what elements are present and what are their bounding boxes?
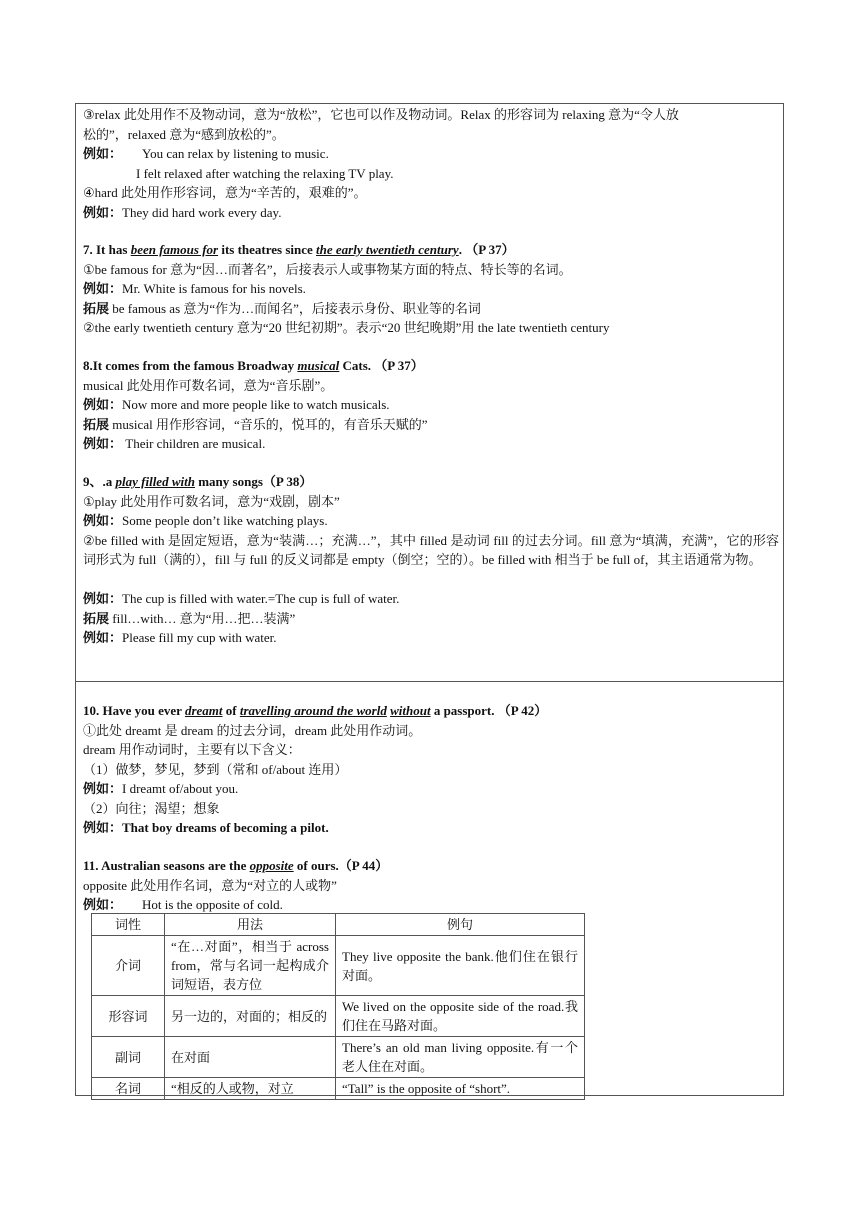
cell-example: They live opposite the bank.他们住在银行对面。: [336, 936, 585, 996]
s11-title: [83, 856, 779, 876]
s8-example-1: [83, 395, 779, 415]
example-text: Hot is the opposite of cold.: [142, 897, 283, 912]
s8-title: [83, 356, 779, 376]
title-part: . （P 37）: [458, 242, 515, 257]
cell-usage: “在…对面”，相当于 across from，常与名词一起构成介词短语，表方位: [165, 936, 336, 996]
s7-title: [83, 240, 779, 260]
section-6: [83, 105, 779, 222]
title-part: 10. Have you ever: [83, 703, 185, 718]
s10-line1: ①此处 dreamt 是 dream 的过去分词，dream 此处用作动词。: [83, 722, 422, 738]
s6-line2: 松的”，relaxed 意为“感到放松的”。: [83, 126, 285, 142]
title-part: 9、.a: [83, 474, 116, 489]
s7-line1: ①be famous for 意为“因…而著名”，后接表示人或事物某方面的特点、特长等的名词。: [83, 261, 572, 277]
cell-usage: 另一边的，对面的；相反的: [165, 996, 336, 1037]
example-text: That boy dreams of becoming a pilot.: [122, 820, 329, 835]
example-text: Now more and more people like to watch musicals.: [122, 397, 390, 412]
cell-pos: 形容词: [92, 996, 165, 1037]
extension-text: musical 用作形容词，“音乐的，悦耳的，有音乐天赋的”: [109, 416, 428, 432]
extension-text: fill…with… 意为“用…把…装满”: [109, 610, 296, 626]
table-row: [92, 936, 585, 996]
example-text: You can relax by listening to music.: [142, 146, 329, 161]
cell-pos: 名词: [92, 1078, 165, 1100]
example-label: 例如：: [83, 820, 123, 835]
s9-line1: ①play 此处用作可数名词，意为“戏剧，剧本”: [83, 493, 340, 509]
example-label: 例如：: [83, 513, 123, 528]
example-text: I dreamt of/about you.: [122, 781, 239, 796]
s7-line2: ②the early twentieth century 意为“20 世纪初期”。表示“20 世纪晚期”用 the late twentieth century: [83, 320, 610, 335]
s8-line1: musical 此处用作可数名词，意为“音乐剧”。: [83, 377, 334, 393]
extension-text: be famous as 意为“作为…而闻名”，后接表示身份、职业等的名词: [109, 300, 481, 316]
example-label: 例如：: [83, 591, 123, 606]
section-7: [83, 240, 779, 338]
s10-line4: （2）向往；渴望；想象: [83, 800, 220, 816]
s11-example-1: [83, 895, 779, 915]
example-text: Mr. White is famous for his novels.: [122, 281, 306, 296]
table-row: [92, 1037, 585, 1078]
s8-extension: [83, 415, 779, 435]
cell-pos: 介词: [92, 936, 165, 996]
s10-example-1: [83, 779, 779, 799]
spacer: [83, 570, 779, 590]
example-text: Their children are musical.: [122, 436, 266, 451]
title-part: a passport. （P 42）: [430, 703, 548, 718]
title-part: 8.It comes from the famous Broadway: [83, 358, 298, 373]
section-9: [83, 472, 779, 648]
s6-example-1: [83, 144, 779, 164]
title-highlight: play filled with: [115, 474, 195, 489]
example-text: The cup is filled with water.=The cup is full of water.: [122, 591, 400, 606]
example-text: Some people don’t like watching plays.: [122, 513, 328, 528]
example-text: They did hard work every day.: [122, 204, 282, 220]
section-10: [83, 701, 779, 838]
s9-example-3: [83, 628, 779, 648]
title-part: 11. Australian seasons are the: [83, 858, 250, 873]
title-part: its theatres since: [218, 242, 317, 257]
s9-extension: [83, 609, 779, 629]
cell-example: We lived on the opposite side of the road.我们住在马路对面。: [336, 996, 585, 1037]
section-8: [83, 356, 779, 454]
cell-usage: 在对面: [165, 1037, 336, 1078]
example-label: 例如：: [83, 281, 123, 296]
example-label: 例如：: [83, 897, 123, 912]
extension-label: 拓展: [83, 610, 110, 626]
section-11: [83, 856, 779, 915]
s9-example-1: [83, 511, 779, 531]
s9-example-2: [83, 589, 779, 609]
s10-example-2: [83, 818, 779, 838]
example-label: 例如：: [83, 146, 123, 161]
title-highlight: opposite: [249, 858, 294, 873]
table-header-row: [92, 914, 585, 936]
s7-example-1: [83, 279, 779, 299]
cell-pos: 副词: [92, 1037, 165, 1078]
title-part: 7. It has: [83, 242, 131, 257]
title-part: of ours.（P 44）: [293, 858, 389, 873]
cell-example: There’s an old man living opposite.有一个老人住在对面。: [336, 1037, 585, 1078]
title-part: of: [222, 703, 240, 718]
section-divider: [75, 681, 784, 682]
opposite-usage-table: [91, 913, 585, 1100]
s10-line2: dream 用作动词时，主要有以下含义：: [83, 742, 301, 757]
title-highlight: the early twentieth century: [316, 242, 459, 257]
example-label: 例如：: [83, 204, 123, 220]
s10-title: [83, 701, 779, 721]
title-highlight: been famous for: [130, 242, 219, 257]
s6-example-3: [83, 203, 779, 223]
s6-example-2: I felt relaxed after watching the relaxing TV play.: [136, 165, 394, 181]
title-highlight: travelling around the world: [239, 703, 387, 718]
example-label: 例如：: [83, 397, 123, 412]
table-row: [92, 1078, 585, 1100]
title-part: many songs（P 38）: [194, 474, 313, 489]
s6-line3: ④hard 此处用作形容词，意为“辛苦的，艰难的”。: [83, 185, 367, 200]
title-highlight: without: [390, 703, 431, 718]
header-example: 例句: [336, 914, 585, 936]
title-highlight: dreamt: [184, 703, 223, 718]
s7-extension: [83, 299, 779, 319]
header-usage: 用法: [165, 914, 336, 936]
s9-paragraph: ②be filled with 是固定短语，意为“装满…；充满…”，其中 filled 是动词 fill 的过去分词。fill 意为“填满，充满”，它的形容词形式为 full（满的），fill 与 full 的反义词都是 empty（倒空；空的）。be filled with 相当于 be full of，其主语通常为物。: [83, 532, 779, 567]
example-label: 例如：: [83, 436, 123, 451]
extension-label: 拓展: [83, 416, 110, 432]
s6-line1: ③relax 此处用作不及物动词，意为“放松”，它也可以作及物动词。Relax 的形容词为 relaxing 意为“令人放: [83, 107, 679, 122]
header-pos: 词性: [92, 914, 165, 936]
example-text: Please fill my cup with water.: [122, 630, 277, 645]
s8-example-2: [83, 434, 779, 454]
s10-line3: （1）做梦，梦见，梦到（常和 of/about 连用）: [83, 761, 348, 777]
title-highlight: musical: [297, 358, 340, 373]
cell-usage: “相反的人或物，对立: [165, 1078, 336, 1100]
title-part: Cats. （P 37）: [339, 358, 424, 373]
cell-example: “Tall” is the opposite of “short”.: [336, 1078, 585, 1100]
s9-title: [83, 472, 779, 492]
extension-label: 拓展: [83, 300, 110, 316]
table-row: [92, 996, 585, 1037]
s11-line1: opposite 此处用作名词，意为“对立的人或物”: [83, 877, 337, 893]
example-label: 例如：: [83, 781, 123, 796]
example-label: 例如：: [83, 630, 123, 645]
